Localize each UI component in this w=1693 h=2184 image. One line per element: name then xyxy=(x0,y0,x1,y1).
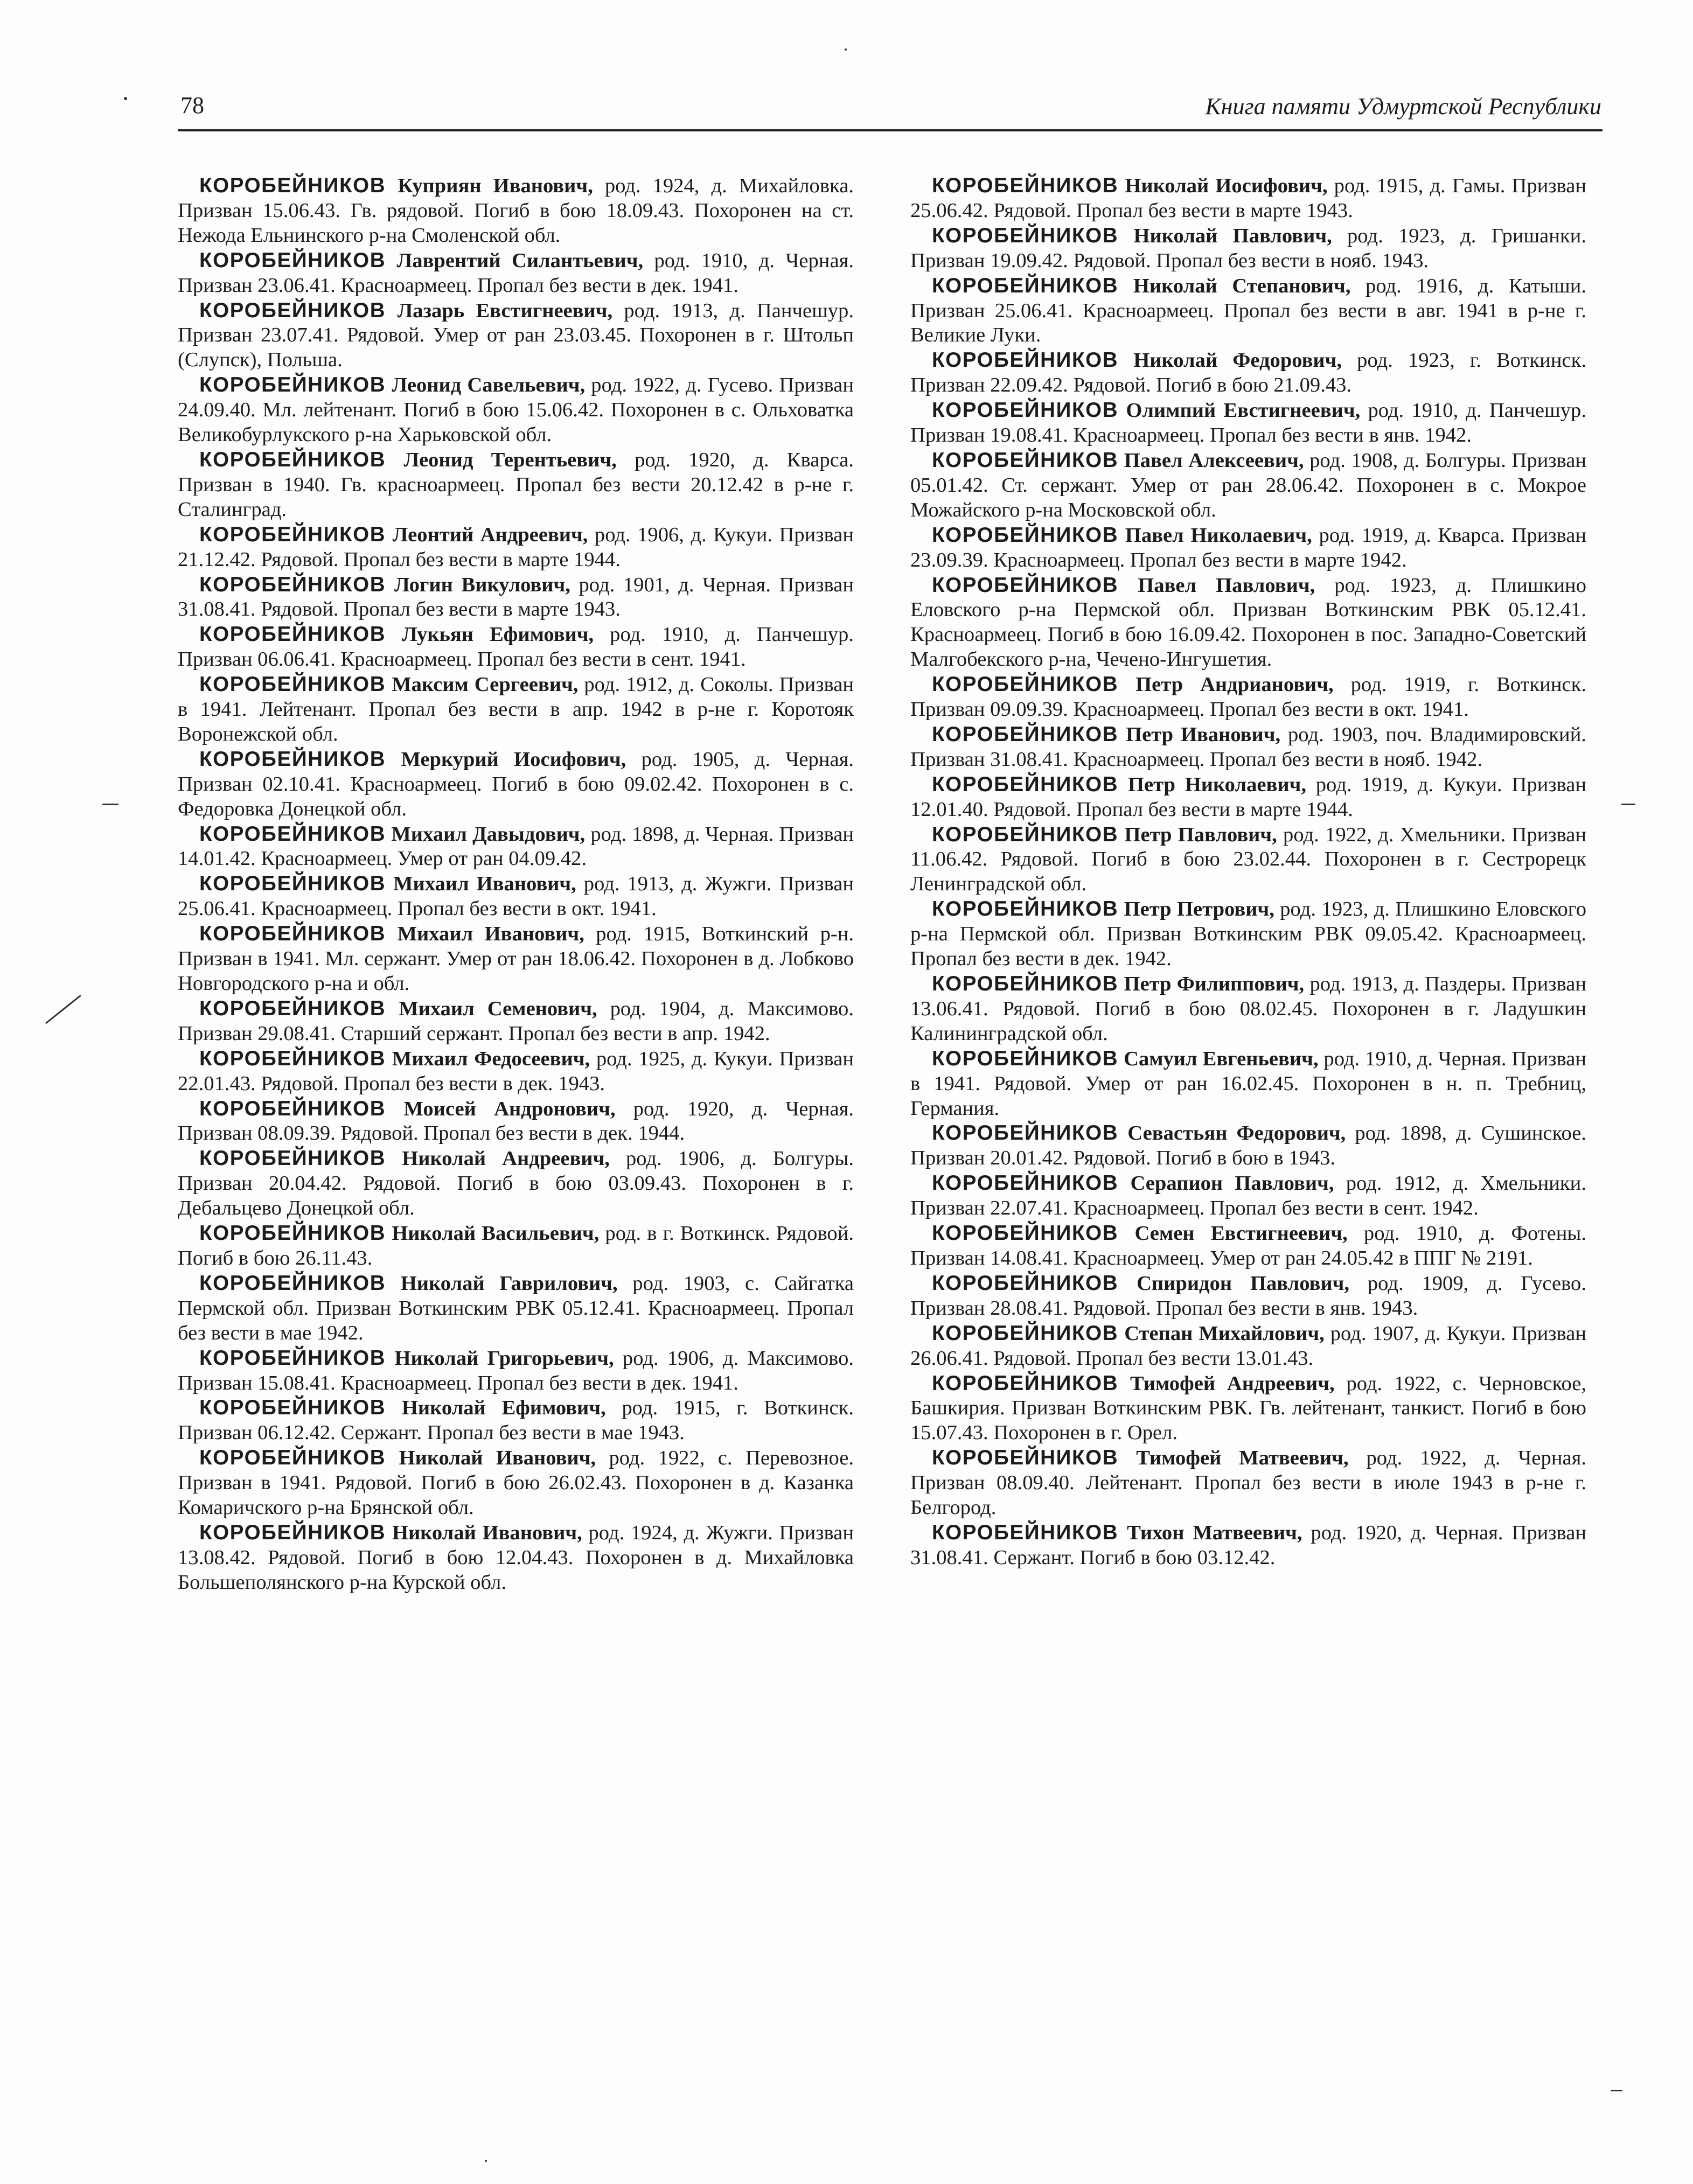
entry xyxy=(910,1221,1586,1271)
entry xyxy=(178,1271,854,1346)
entry-given-name: Павел Алексеевич, xyxy=(1124,449,1304,472)
entry-given-name: Николай Иосифович, xyxy=(1125,175,1328,197)
entry-given-name: Михаил Иванович, xyxy=(397,923,584,946)
entry xyxy=(178,573,854,623)
entry-given-name: Леонид Савельевич, xyxy=(392,374,586,397)
entry-text: род. 1919, д. Кукуи. Призван 12.01.40. Рядовой. Пропал без вести в марте 1944. xyxy=(910,773,1587,821)
entry-given-name: Меркурий Иосифович, xyxy=(401,748,626,771)
entry-text: род. 1907, д. Кукуи. Призван 26.06.41. Рядовой. Пропал без вести 13.01.43. xyxy=(910,1322,1586,1370)
entry-given-name: Николай Павлович, xyxy=(1133,224,1332,247)
entry xyxy=(910,1271,1586,1321)
entry-given-name: Севастьян Федорович, xyxy=(1127,1122,1346,1145)
entry-surname: КОРОБЕЙНИКОВ xyxy=(932,224,1119,247)
entry-text: род. 1919, д. Кварса. Призван 23.09.39. Красноармеец. Пропал без вести в марте 1942. xyxy=(910,524,1586,571)
entry-text: род. 1915, г. Воткинск. Призван 06.12.42. Сержант. Пропал без вести в мае 1943. xyxy=(178,1397,854,1445)
entry-surname: КОРОБЕЙНИКОВ xyxy=(199,872,386,896)
entry xyxy=(910,1371,1586,1446)
entry-surname: КОРОБЕЙНИКОВ xyxy=(199,1147,386,1170)
entry xyxy=(910,1446,1586,1520)
entry xyxy=(910,398,1586,448)
entry-given-name: Михаил Давыдович, xyxy=(391,822,586,846)
entry-given-name: Лукьян Ефимович, xyxy=(402,623,594,646)
entry-surname: КОРОБЕЙНИКОВ xyxy=(932,972,1119,995)
entry-text: род. 1904, д. Максимово. Призван 29.08.41. Старший сержант. Пропал без вести в апр. 1942. xyxy=(178,997,854,1045)
scan-speck xyxy=(845,48,847,51)
entry-text: род. 1912, д. Соколы. Призван в 1941. Лейтенант. Пропал без вести в апр. 1942 в р-не г. Коротояк Воронежской обл. xyxy=(178,673,854,745)
entry-surname: КОРОБЕЙНИКОВ xyxy=(932,822,1119,846)
entry xyxy=(178,622,854,672)
scan-speck xyxy=(124,97,127,100)
entry-text: род. 1913, д. Панчешур. Призван 23.07.41. Рядовой. Умер от ран 23.03.45. Похоронен в г. Штольп (Слупск), Польша. xyxy=(178,299,854,372)
entry-text: род. 1923, д. Гришанки. Призван 19.09.42. Рядовой. Пропал без вести в нояб. 1943. xyxy=(910,224,1586,272)
entry-surname: КОРОБЕЙНИКОВ xyxy=(199,1346,386,1370)
entry-given-name: Леонид Терентьевич, xyxy=(403,448,617,471)
entry-given-name: Петр Павлович, xyxy=(1124,823,1277,846)
entry-given-name: Павел Павлович, xyxy=(1138,574,1315,597)
entry-surname: КОРОБЕЙНИКОВ xyxy=(932,348,1119,372)
entry-text: род. 1906, д. Максимово. Призван 15.08.41. Красноармеец. Пропал без вести в дек. 1941. xyxy=(178,1346,854,1394)
entry xyxy=(178,522,854,573)
entry-given-name: Петр Николаевич, xyxy=(1127,773,1306,796)
entry xyxy=(178,298,854,373)
entry-surname: КОРОБЕЙНИКОВ xyxy=(199,1396,386,1420)
entry-surname: КОРОБЕЙНИКОВ xyxy=(932,1446,1119,1470)
entry-given-name: Петр Филиппович, xyxy=(1124,973,1305,995)
entry-given-name: Михаил Семенович, xyxy=(399,997,597,1020)
entry-text: род. 1920, д. Черная. Призван 08.09.39. Рядовой. Пропал без вести в дек. 1944. xyxy=(178,1097,854,1145)
entry-surname: КОРОБЕЙНИКОВ xyxy=(932,722,1119,746)
entry xyxy=(178,922,854,996)
entry-surname: КОРОБЕЙНИКОВ xyxy=(932,1271,1119,1295)
entry-text: род. 1916, д. Катыши. Призван 25.06.41. Красноармеец. Пропал без вести в авг. 1941 в р-не г. Великие Луки. xyxy=(910,274,1586,347)
entry-given-name: Петр Петрович, xyxy=(1124,898,1274,921)
entry-text: род. 1910, д. Панчешур. Призван 06.06.41. Красноармеец. Пропал без вести в сент. 1941. xyxy=(178,623,854,671)
entry xyxy=(910,448,1586,523)
entry-text: род. 1924, д. Михайловка. Призван 15.06.43. Гв. рядовой. Погиб в бою 18.09.43. Похоронен на ст. Нежода Ельнинского р-на Смоленской обл. xyxy=(178,175,854,247)
entry-given-name: Петр Андрианович, xyxy=(1135,673,1334,696)
scan-speck xyxy=(1611,2090,1622,2091)
entry-given-name: Степан Михайлович, xyxy=(1124,1322,1325,1345)
entry-given-name: Моисей Андронович, xyxy=(403,1097,616,1120)
entry xyxy=(910,672,1586,722)
entry-text: род. 1922, д. Гусево. Призван 24.09.40. Мл. лейтенант. Погиб в бою 15.06.42. Похоронен в с. Ольховатка Великобурлукского р-на Харьковской обл. xyxy=(178,374,854,446)
entry-surname: КОРОБЕЙНИКОВ xyxy=(199,996,386,1020)
entry-given-name: Максим Сергеевич, xyxy=(392,673,579,696)
entry-given-name: Михаил Иванович, xyxy=(393,873,576,896)
entry xyxy=(178,1046,854,1097)
entry xyxy=(178,448,854,522)
entry-surname: КОРОБЕЙНИКОВ xyxy=(199,1222,386,1245)
entry xyxy=(910,1121,1586,1171)
entry-text: род. 1910, д. Черная. Призван 23.06.41. Красноармеец. Пропал без вести в дек. 1941. xyxy=(178,249,854,297)
entry xyxy=(910,822,1586,897)
entry-text: род. 1915, Воткинский р-н. Призван в 1941. Мл. сержант. Умер от ран 18.06.42. Похоронен в д. Лобково Новгородского р-на и обл. xyxy=(178,923,854,995)
entry-text: род. 1903, поч. Владимировский. Призван 31.08.41. Красноармеец. Пропал без вести в нояб. 1942. xyxy=(910,723,1586,771)
entry-given-name: Николай Гаврилович, xyxy=(400,1272,618,1295)
entry-given-name: Михаил Федосеевич, xyxy=(392,1047,590,1070)
entry-given-name: Олимпий Евстигнеевич, xyxy=(1126,399,1361,422)
entry-surname: КОРОБЕЙНИКОВ xyxy=(199,448,386,471)
entry-surname: КОРОБЕЙНИКОВ xyxy=(932,1171,1119,1195)
entry-text: род. 1919, г. Воткинск. Призван 09.09.39. Красноармеец. Пропал без вести в окт. 1941. xyxy=(910,673,1586,721)
entry-given-name: Николай Андреевич, xyxy=(402,1147,610,1170)
entry xyxy=(178,248,854,298)
entry-text: род. 1906, д. Кукуи. Призван 21.12.42. Рядовой. Пропал без вести в марте 1944. xyxy=(178,523,854,571)
entry-surname: КОРОБЕЙНИКОВ xyxy=(199,1271,386,1295)
entry xyxy=(910,1046,1586,1121)
entry-given-name: Тимофей Андреевич, xyxy=(1130,1372,1335,1395)
entry-given-name: Тимофей Матвеевич, xyxy=(1136,1447,1349,1470)
entry-surname: КОРОБЕЙНИКОВ xyxy=(199,174,386,197)
entry xyxy=(910,1321,1586,1371)
scan-speck xyxy=(1621,804,1635,805)
entry-surname: КОРОБЕЙНИКОВ xyxy=(199,573,386,596)
entry xyxy=(178,1146,854,1221)
entry-given-name: Лаврентий Силантьевич, xyxy=(396,249,644,272)
entry xyxy=(910,772,1586,822)
entry-text: род. 1920, д. Черная. Призван 31.08.41. Сержант. Погиб в бою 03.12.42. xyxy=(910,1521,1586,1569)
entry-text: род. в г. Воткинск. Рядовой. Погиб в бою 26.11.43. xyxy=(178,1222,854,1269)
entry-surname: КОРОБЕЙНИКОВ xyxy=(932,1046,1119,1070)
entry-surname: КОРОБЕЙНИКОВ xyxy=(932,1321,1119,1345)
entry-surname: КОРОБЕЙНИКОВ xyxy=(932,897,1119,921)
entry-given-name: Логин Викулович, xyxy=(394,573,570,596)
entry xyxy=(178,1097,854,1147)
entry xyxy=(910,1171,1586,1221)
entry-given-name: Николай Иванович, xyxy=(392,1521,582,1544)
entry-given-name: Серапион Павлович, xyxy=(1130,1172,1334,1195)
entry xyxy=(178,1446,854,1520)
entry-given-name: Лазарь Евстигнеевич, xyxy=(397,299,613,322)
entry xyxy=(178,871,854,922)
entry-given-name: Куприян Иванович, xyxy=(398,175,593,197)
entry-text: род. 1925, д. Кукуи. Призван 22.01.43. Рядовой. Пропал без вести в дек. 1943. xyxy=(178,1047,854,1095)
entry xyxy=(910,173,1586,224)
scan-speck xyxy=(485,2160,487,2162)
entry-text: род. 1913, д. Паздеры. Призван 13.06.41. Рядовой. Погиб в бою 08.02.45. Похоронен в г. Ладушкин Калининградской обл. xyxy=(910,973,1586,1045)
entry-surname: КОРОБЕЙНИКОВ xyxy=(932,1121,1119,1145)
entry-text: род. 1898, д. Черная. Призван 14.01.42. Красноармеец. Умер от ран 04.09.42. xyxy=(178,822,854,870)
entry-surname: КОРОБЕЙНИКОВ xyxy=(199,922,386,946)
entry-surname: КОРОБЕЙНИКОВ xyxy=(932,673,1119,696)
page-number: 78 xyxy=(180,92,204,118)
entry xyxy=(178,173,854,248)
scan-stroke xyxy=(43,991,86,1029)
entry-surname: КОРОБЕЙНИКОВ xyxy=(199,623,386,646)
entry-surname: КОРОБЕЙНИКОВ xyxy=(199,248,386,272)
entry-text: род. 1923, г. Воткинск. Призван 22.09.42. Рядовой. Погиб в бою 21.09.43. xyxy=(910,349,1586,397)
left-column xyxy=(178,173,854,1595)
entry-given-name: Леонтий Андреевич, xyxy=(392,523,588,546)
entry xyxy=(178,822,854,872)
entry-given-name: Семен Евстигнеевич, xyxy=(1134,1222,1348,1245)
entry-text: род. 1923, д. Плишкино Еловского р-на Пермской обл. Призван Воткинским РВК 05.12.41. Красноармеец. Погиб в бою 16.09.42. Похоронен в пос. Западно-Советский Малгобекского р-на, Чечено-Ингушетия. xyxy=(910,574,1586,671)
entry-text: род. 1910, д. Панчешур. Призван 19.08.41. Красноармеец. Пропал без вести в янв. 1942. xyxy=(910,399,1586,447)
entry-surname: КОРОБЕЙНИКОВ xyxy=(199,1446,386,1470)
entry-surname: КОРОБЕЙНИКОВ xyxy=(199,522,386,546)
entry-given-name: Павел Николаевич, xyxy=(1125,524,1312,547)
entry-text: род. 1909, д. Гусево. Призван 28.08.41. Рядовой. Пропал без вести в янв. 1943. xyxy=(910,1272,1586,1320)
entry xyxy=(910,573,1586,673)
entry-surname: КОРОБЕЙНИКОВ xyxy=(199,822,386,846)
entry-given-name: Николай Васильевич, xyxy=(392,1222,600,1245)
entry-given-name: Николай Иванович, xyxy=(399,1447,596,1470)
entry xyxy=(178,996,854,1046)
scan-speck xyxy=(102,804,119,805)
entry-surname: КОРОБЕЙНИКОВ xyxy=(932,523,1119,547)
entry xyxy=(910,224,1586,274)
entry-surname: КОРОБЕЙНИКОВ xyxy=(932,1520,1119,1544)
entry-text: род. 1901, д. Черная. Призван 31.08.41. Рядовой. Пропал без вести в марте 1943. xyxy=(178,573,854,621)
entry-given-name: Спиридон Павлович, xyxy=(1137,1272,1350,1295)
entry xyxy=(178,747,854,822)
entry xyxy=(910,897,1586,972)
entry xyxy=(910,972,1586,1046)
entry-surname: КОРОБЕЙНИКОВ xyxy=(199,373,386,397)
entry-surname: КОРОБЕЙНИКОВ xyxy=(199,298,386,322)
entry-text: род. 1915, д. Гамы. Призван 25.06.42. Рядовой. Пропал без вести в марте 1943. xyxy=(910,175,1586,222)
entry-surname: КОРОБЕЙНИКОВ xyxy=(199,673,386,696)
entry-given-name: Николай Федорович, xyxy=(1133,349,1342,372)
entry xyxy=(178,373,854,448)
entry xyxy=(910,523,1586,573)
right-column xyxy=(910,173,1586,1571)
entry xyxy=(178,1520,854,1595)
entry-surname: КОРОБЕЙНИКОВ xyxy=(932,174,1119,197)
entry-given-name: Самуил Евгеньевич, xyxy=(1124,1047,1319,1070)
entry-text: род. 1910, д. Черная. Призван в 1941. Рядовой. Умер от ран 16.02.45. Похоронен в н. п. Требниц, Германия. xyxy=(910,1047,1586,1120)
entry-surname: КОРОБЕЙНИКОВ xyxy=(932,1222,1119,1245)
entry-surname: КОРОБЕЙНИКОВ xyxy=(199,1046,386,1070)
entry xyxy=(910,348,1586,398)
entry-text: род. 1912, д. Хмельники. Призван 22.07.41. Красноармеец. Пропал без вести в сент. 1942. xyxy=(910,1172,1586,1220)
entry-text: род. 1922, с. Перевозное. Призван в 1941. Рядовой. Погиб в бою 26.02.43. Похоронен в д. Казанка Комаричского р-на Брянской обл. xyxy=(178,1447,854,1519)
entry-surname: КОРОБЕЙНИКОВ xyxy=(932,274,1119,297)
entry-text: род. 1922, д. Черная. Призван 08.09.40. Лейтенант. Пропал без вести в июле 1943 в р-не г. Белгород. xyxy=(910,1447,1586,1519)
entry xyxy=(178,1346,854,1396)
entry-given-name: Николай Степанович, xyxy=(1133,274,1351,297)
entry-given-name: Петр Иванович, xyxy=(1126,723,1281,746)
entry-given-name: Николай Ефимович, xyxy=(401,1397,606,1420)
entry-text: род. 1908, д. Болгуры. Призван 05.01.42. Ст. сержант. Умер от ран 28.06.42. Похоронен в с. Мокрое Можайского р-на Московской обл. xyxy=(910,449,1586,521)
entry xyxy=(178,1221,854,1271)
entry-surname: КОРОБЕЙНИКОВ xyxy=(199,1520,386,1544)
entry xyxy=(910,274,1586,348)
entry xyxy=(910,1520,1586,1571)
entry-surname: КОРОБЕЙНИКОВ xyxy=(932,573,1119,597)
entry-surname: КОРОБЕЙНИКОВ xyxy=(932,1371,1119,1395)
header-rule xyxy=(178,129,1603,131)
entry-text: род. 1898, д. Сушинское. Призван 20.01.42. Рядовой. Погиб в бою в 1943. xyxy=(910,1122,1586,1170)
entry xyxy=(178,1395,854,1446)
entry-given-name: Николай Григорьевич, xyxy=(394,1346,614,1370)
entry-text: род. 1920, д. Кварса. Призван в 1940. Гв. красноармеец. Пропал без вести 20.12.42 в р-не г. Сталинград. xyxy=(178,448,854,521)
entry-text: род. 1924, д. Жужги. Призван 13.08.42. Рядовой. Погиб в бою 12.04.43. Похоронен в д. Михайловка Большеполянского р-на Курской обл. xyxy=(178,1521,854,1594)
entry-surname: КОРОБЕЙНИКОВ xyxy=(932,772,1119,796)
entry-surname: КОРОБЕЙНИКОВ xyxy=(199,1097,386,1120)
entry xyxy=(910,722,1586,772)
entry-surname: КОРОБЕЙНИКОВ xyxy=(199,747,386,771)
entry-given-name: Тихон Матвеевич, xyxy=(1127,1521,1302,1544)
running-title: Книга памяти Удмуртской Республики xyxy=(1205,93,1601,120)
entry-text: род. 1905, д. Черная. Призван 02.10.41. Красноармеец. Погиб в бою 09.02.42. Похоронен в с. Федоровка Донецкой обл. xyxy=(178,748,854,820)
entry-text: род. 1922, с. Черновское, Башкирия. Призван Воткинским РВК. Гв. лейтенант, танкист. Погиб в бою 15.07.43. Похоронен в г. Орел. xyxy=(910,1372,1586,1445)
entry-text: род. 1910, д. Фотены. Призван 14.08.41. Красноармеец. Умер от ран 24.05.42 в ППГ № 2191. xyxy=(910,1222,1586,1269)
entry xyxy=(178,672,854,747)
entry-text: род. 1903, с. Сайгатка Пермской обл. Призван Воткинским РВК 05.12.41. Красноармеец. Пропал без вести в мае 1942. xyxy=(178,1272,854,1344)
entry-surname: КОРОБЕЙНИКОВ xyxy=(932,448,1119,472)
entry-text: род. 1923, д. Плишкино Еловского р-на Пермской обл. Призван Воткинским РВК 09.05.42. Красноармеец. Пропал без вести в дек. 1942. xyxy=(910,898,1586,971)
entry-surname: КОРОБЕЙНИКОВ xyxy=(932,399,1119,422)
entry-text: род. 1922, д. Хмельники. Призван 11.06.42. Рядовой. Погиб в бою 23.02.44. Похоронен в г. Сестрорецк Ленинградской обл. xyxy=(910,823,1586,896)
entry-text: род. 1906, д. Болгуры. Призван 20.04.42. Рядовой. Погиб в бою 03.09.43. Похоронен в г. Дебальцево Донецкой обл. xyxy=(178,1147,854,1220)
entry-text: род. 1913, д. Жужги. Призван 25.06.41. Красноармеец. Пропал без вести в окт. 1941. xyxy=(178,873,854,920)
